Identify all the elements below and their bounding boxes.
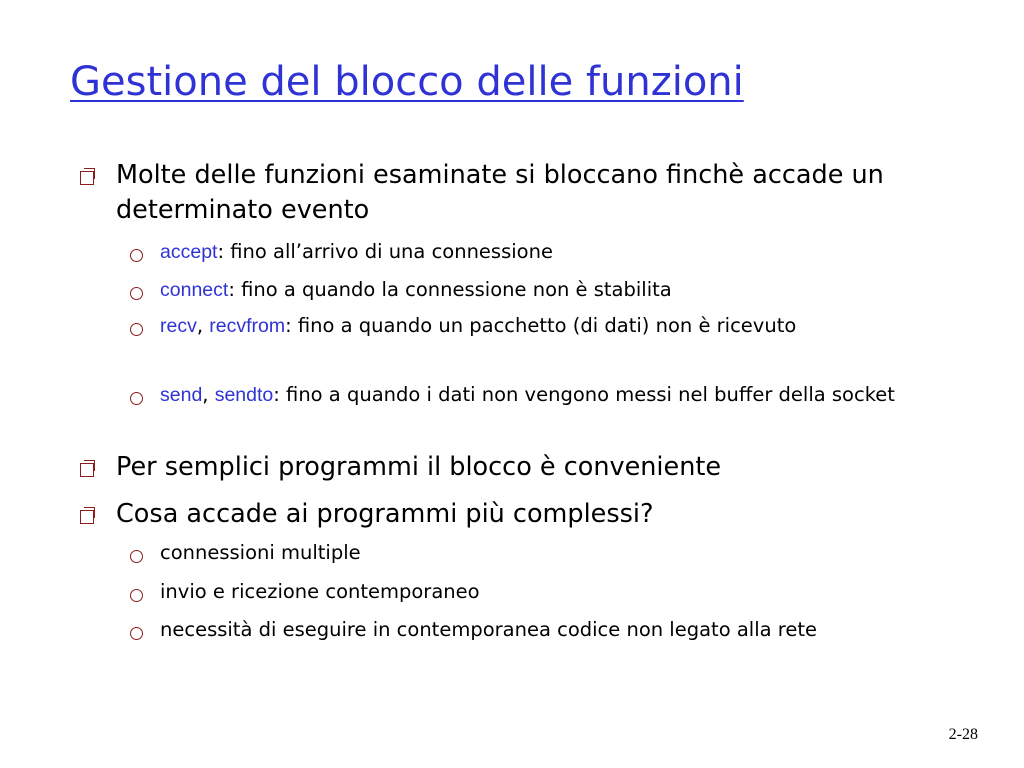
square-bullet-icon — [80, 510, 94, 524]
circle-bullet-icon — [130, 287, 143, 300]
circle-bullet-icon — [130, 249, 143, 262]
bullet-item: Molte delle funzioni esaminate si bloccano finchè accade un determinato evento — [116, 160, 884, 225]
sub-bullet-text: : fino all’arrivo di una connessione — [217, 240, 553, 263]
bullet-item: Cosa accade ai programmi più complessi? — [116, 499, 654, 529]
keyword: sendto — [214, 384, 274, 406]
keyword: recvfrom — [209, 315, 286, 337]
slide-title: Gestione del blocco delle funzioni — [70, 59, 744, 105]
sub-bullet-text: : fino a quando la connessione non è stabilita — [228, 278, 672, 301]
sub-bullet-text: : fino a quando i dati non vengono messi nel buffer della socket — [273, 383, 895, 406]
circle-bullet-icon — [130, 392, 143, 405]
circle-bullet-icon — [130, 550, 143, 563]
circle-bullet-icon — [130, 323, 143, 336]
square-bullet-icon — [80, 171, 94, 185]
separator: , — [202, 383, 215, 406]
sub-bullet-item: necessità di eseguire in contemporanea codice non legato alla rete — [160, 618, 817, 641]
keyword: recv — [160, 315, 197, 337]
sub-bullet-item — [160, 312, 930, 340]
square-bullet-icon — [80, 463, 94, 477]
sub-bullet-item — [160, 276, 930, 304]
keyword: accept — [160, 241, 218, 263]
keyword: connect — [160, 279, 229, 301]
page-number: 2-28 — [948, 726, 978, 743]
sub-bullet-item: invio e ricezione contemporaneo — [160, 580, 480, 603]
sub-bullet-item: connessioni multiple — [160, 541, 361, 564]
sub-bullet-text: : fino a quando un pacchetto (di dati) non è ricevuto — [285, 314, 797, 337]
circle-bullet-icon — [130, 627, 143, 640]
separator: , — [196, 314, 210, 337]
sub-bullet-item — [160, 238, 930, 266]
sub-bullet-item — [160, 381, 930, 409]
circle-bullet-icon — [130, 589, 143, 602]
keyword: send — [160, 384, 203, 406]
bullet-item: Per semplici programmi il blocco è conveniente — [116, 452, 722, 482]
